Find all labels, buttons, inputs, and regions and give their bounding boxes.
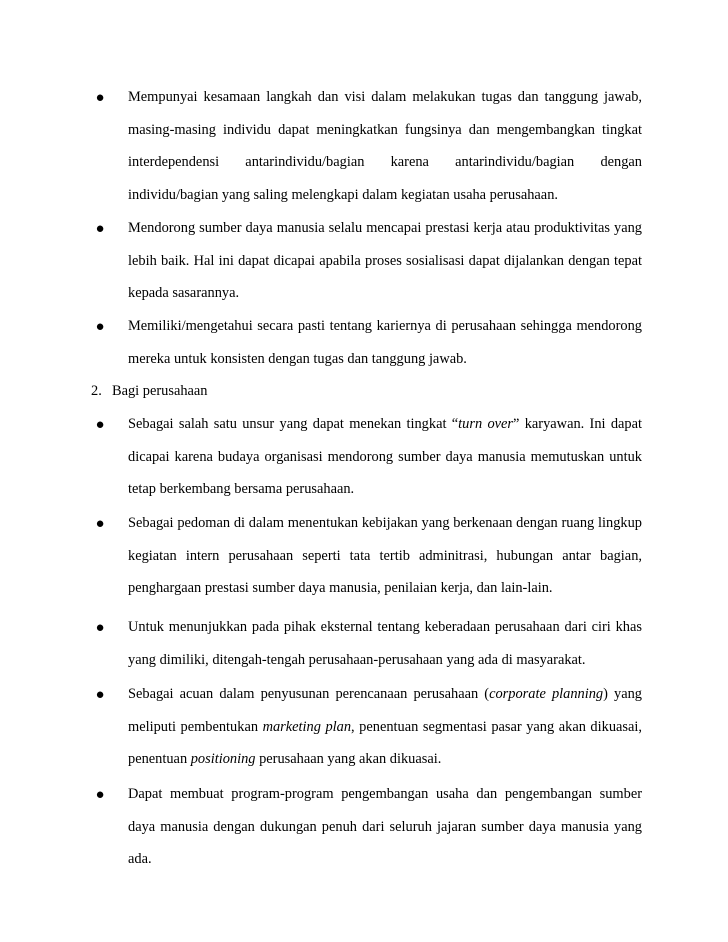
- bullet-icon: ●: [95, 687, 105, 703]
- bullet-icon: ●: [95, 90, 105, 106]
- italic-term: turn over: [458, 416, 514, 432]
- list-item: Dapat membuat program-program pengembangan usaha dan pengembangan sumber daya manusia dengan dukungan penuh dari seluruh jajaran sumber daya manusia yang ada.: [128, 786, 642, 867]
- list-item: Memiliki/mengetahui secara pasti tentang kariernya di perusahaan sehingga mendorong mereka untuk konsisten dengan tugas dan tanggung jawab.: [128, 318, 642, 367]
- italic-term: positioning: [190, 751, 256, 767]
- bullet-icon: ●: [95, 417, 105, 433]
- list-item: [128, 678, 642, 776]
- text-segment: ) yang meliputi pembentukan: [128, 686, 642, 735]
- text-segment: Sebagai acuan dalam penyusunan perencanaan perusahaan (: [128, 686, 490, 702]
- text-segment: ” karyawan. Ini dapat dicapai karena budaya organisasi mendorong sumber daya manusia memutuskan untuk tetap berkembang bersama perusahaan.: [128, 416, 643, 497]
- list-item: Mendorong sumber daya manusia selalu mencapai prestasi kerja atau produktivitas yang lebih baik. Hal ini dapat dicapai apabila proses sosialisasi dapat dijalankan dengan tepat kepada sasarannya.: [128, 220, 642, 301]
- italic-term: corporate planning: [489, 686, 604, 702]
- list-item: [128, 408, 642, 506]
- list-item: Mempunyai kesamaan langkah dan visi dalam melakukan tugas dan tanggung jawab, masing-masing individu dapat meningkatkan fungsinya dan mengembangkan tingkat interdependensi antarindividu/bagian karena antarindividu/bagian dengan individu/bagian yang saling melengkapi dalam kegiatan usaha perusahaan.: [128, 89, 642, 203]
- list-item: Untuk menunjukkan pada pihak eksternal tentang keberadaan perusahaan dari ciri khas yang dimiliki, ditengah-tengah perusahaan-perusahaan yang ada di masyarakat.: [128, 619, 642, 668]
- text-segment: , penentuan segmentasi pasar yang akan dikuasai, penentuan: [128, 718, 642, 767]
- section-number: 2.: [91, 383, 102, 399]
- text-segment: Sebagai salah satu unsur yang dapat menekan tingkat “: [128, 416, 459, 432]
- list-item: Sebagai pedoman di dalam menentukan kebijakan yang berkenaan dengan ruang lingkup kegiatan intern perusahaan seperti tata tertib adminitrasi, hubungan antar bagian, penghargaan prestasi sumber daya manusia, penilaian kerja, dan lain-lain.: [128, 515, 642, 596]
- bullet-icon: ●: [95, 221, 105, 237]
- bullet-icon: ●: [95, 620, 105, 636]
- bullet-icon: ●: [95, 516, 105, 532]
- bullet-icon: ●: [95, 787, 105, 803]
- section-title: Bagi perusahaan: [112, 383, 208, 399]
- text-segment: perusahaan yang akan dikuasai.: [255, 751, 442, 767]
- bullet-icon: ●: [95, 319, 105, 335]
- italic-term: marketing plan: [262, 718, 352, 735]
